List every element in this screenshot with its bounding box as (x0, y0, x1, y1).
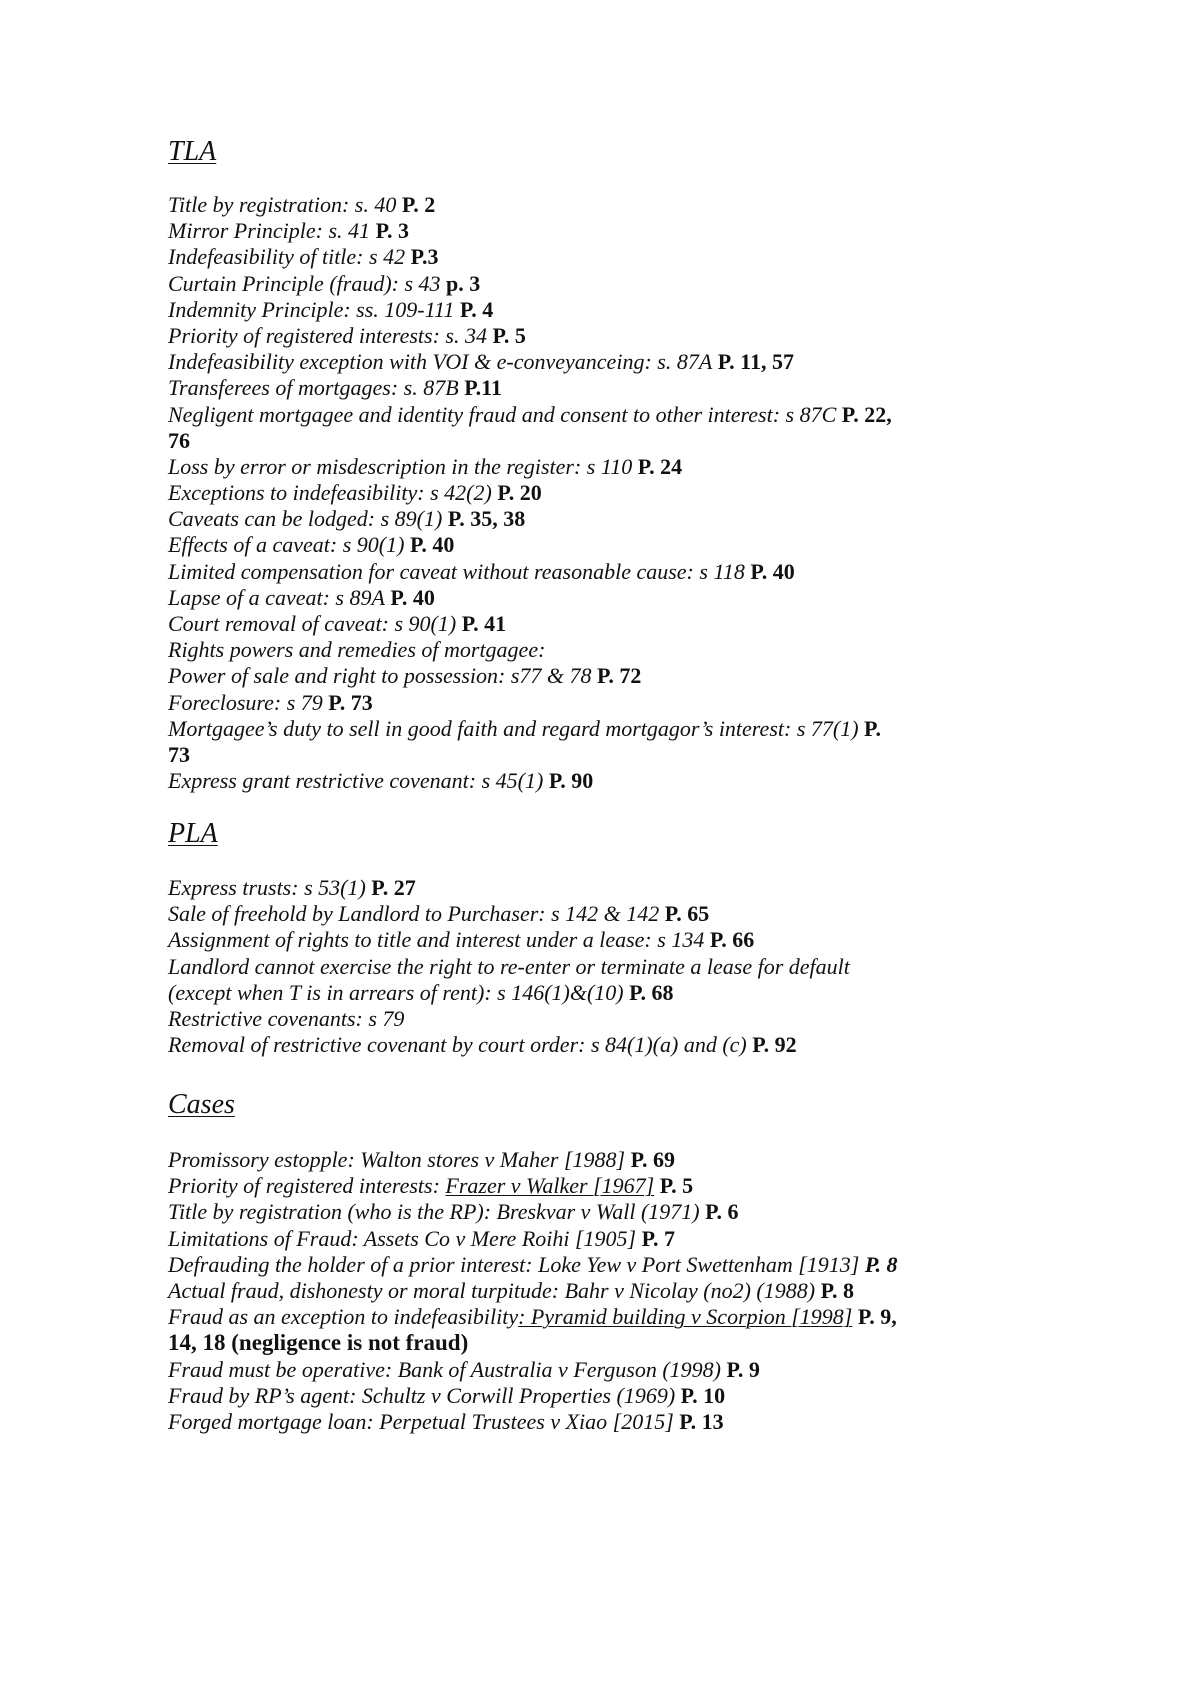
tla-entry (168, 585, 1168, 611)
section-cases-list (168, 1147, 1168, 1435)
entry-text: Mirror Principle: s. 41 (168, 218, 371, 244)
entry-text: Indemnity Principle: ss. 109-111 (168, 296, 455, 322)
pla-entry (168, 1032, 1168, 1058)
entry-text: Rights powers and remedies of mortgagee: (168, 637, 546, 663)
entry-text: Foreclosure: s 79 (168, 689, 323, 715)
page-ref: P. 41 (461, 611, 507, 636)
page-ref: P. 92 (752, 1032, 797, 1058)
entry-text: Express grant restrictive covenant: s 45(1) (168, 768, 544, 794)
entry-text: Indefeasibility of title: s 42 (168, 244, 406, 270)
entry-text: Transferees of mortgages: s. 87B (168, 375, 459, 401)
tla-entry-continuation (168, 428, 1168, 454)
tla-entry (168, 454, 1168, 480)
pla-entry (168, 954, 1168, 980)
pla-entry (168, 927, 1168, 953)
page-ref: P. 3 (375, 218, 409, 244)
tla-entry (168, 271, 1168, 297)
page-ref: P. 9 (726, 1356, 760, 1382)
entry-text: Exceptions to indefeasibility: s 42(2) (168, 480, 492, 506)
pla-entry (168, 901, 1168, 927)
entry-text: Fraud must be operative: Bank of Australia v Ferguson (1998) (168, 1356, 721, 1382)
page-ref: P. 40 (390, 584, 435, 610)
case-entry (168, 1409, 1168, 1435)
tla-entry (168, 375, 1168, 401)
page-ref: P. 4 (459, 296, 494, 322)
page-ref: P. 65 (664, 901, 710, 927)
page-ref: P.3 (410, 244, 439, 270)
entry-text: Priority of registered interests: (168, 1173, 440, 1199)
page-ref: P. 8 (864, 1251, 898, 1277)
section-heading-pla: PLA (168, 818, 218, 849)
entry-text: Landlord cannot exercise the right to re-enter or terminate a lease for default (168, 953, 850, 979)
entry-text-continuation: (except when T is in arrears of rent): s 146(1)&(10) (168, 979, 624, 1005)
tla-entry (168, 402, 1168, 428)
tla-entry (168, 323, 1168, 349)
case-name-underlined: : Pyramid building v Scorpion [1998] (518, 1304, 853, 1330)
entry-text: Restrictive covenants: s 79 (168, 1005, 405, 1031)
case-entry (168, 1252, 1168, 1278)
tla-entry (168, 768, 1168, 794)
page-ref: P. 13 (679, 1408, 724, 1434)
case-entry (168, 1278, 1168, 1304)
entry-text: Negligent mortgagee and identity fraud and consent to other interest: s 87C (168, 401, 837, 427)
tla-entry (168, 349, 1168, 375)
tla-entry (168, 716, 1168, 742)
page-ref: P. 5 (659, 1173, 694, 1199)
case-entry (168, 1173, 1168, 1199)
page-ref: P. 8 (820, 1277, 855, 1303)
tla-subheading (168, 637, 1168, 663)
entry-text: Removal of restrictive covenant by court order: s 84(1)(a) and (c) (168, 1032, 747, 1058)
page-ref-continuation: 73 (168, 741, 190, 767)
section-heading-tla: TLA (168, 136, 217, 167)
entry-text: Title by registration (who is the RP): Breskvar v Wall (1971) (168, 1199, 700, 1225)
page-ref: P. 6 (705, 1199, 739, 1225)
section-heading-cases: Cases (168, 1089, 235, 1120)
tla-entry (168, 297, 1168, 323)
page-ref-continuation: 14, 18 (negligence is not fraud) (168, 1330, 469, 1356)
entry-text: Defrauding the holder of a prior interest: Loke Yew v Port Swettenham [1913] (168, 1251, 860, 1277)
tla-entry (168, 532, 1168, 558)
case-entry (168, 1147, 1168, 1173)
entry-text: Assignment of rights to title and interest under a lease: s 134 (168, 927, 705, 953)
tla-entry (168, 480, 1168, 506)
entry-text: Curtain Principle (fraud): s 43 (168, 270, 441, 296)
tla-entry (168, 663, 1168, 689)
page-ref: P. 68 (629, 979, 674, 1005)
page-ref: P. 7 (641, 1225, 676, 1251)
page-ref: P. 40 (750, 558, 795, 584)
page-ref: P. 20 (497, 480, 542, 506)
entry-text: Power of sale and right to possession: s77 & 78 (168, 663, 592, 689)
page-ref: P. 27 (371, 875, 416, 900)
tla-entry (168, 218, 1168, 244)
page-ref: P. (864, 715, 881, 741)
section-pla-list (168, 875, 1168, 1058)
case-entry (168, 1383, 1168, 1409)
entry-text: Actual fraud, dishonesty or moral turpitude: Bahr v Nicolay (no2) (1988) (168, 1277, 816, 1303)
entry-text: Sale of freehold by Landlord to Purchaser: s 142 & 142 (168, 901, 660, 927)
entry-text: Limited compensation for caveat without reasonable cause: s 118 (168, 558, 745, 584)
entry-text: Caveats can be lodged: s 89(1) (168, 506, 443, 532)
page-ref: P. 72 (597, 663, 642, 689)
case-entry (168, 1226, 1168, 1252)
page-ref: P.11 (464, 375, 502, 401)
page-ref: P. 69 (630, 1147, 676, 1172)
page-ref: P. 22, (841, 401, 892, 427)
case-entry (168, 1304, 1168, 1330)
page-ref: P. 73 (328, 689, 373, 715)
pla-entry (168, 1006, 1168, 1032)
page-ref: P. 11, 57 (717, 349, 794, 375)
pla-entry (168, 875, 1168, 901)
tla-entry (168, 244, 1168, 270)
page-ref: P. 40 (409, 532, 455, 558)
page-ref: P. 24 (637, 453, 683, 479)
page-ref: P. 5 (492, 322, 526, 348)
case-name-underlined: Frazer v Walker [1967] (445, 1173, 655, 1199)
pla-entry-continuation (168, 980, 1168, 1006)
tla-entry (168, 690, 1168, 716)
entry-text: Limitations of Fraud: Assets Co v Mere Roihi [1905] (168, 1225, 637, 1251)
entry-text: Court removal of caveat: s 90(1) (168, 611, 457, 636)
tla-entry (168, 611, 1168, 637)
page-ref: P. 66 (709, 927, 755, 953)
entry-text: Priority of registered interests: s. 34 (168, 322, 487, 348)
page-ref-continuation: 76 (168, 427, 190, 453)
tla-entry (168, 192, 1168, 218)
page-ref: P. 10 (680, 1382, 726, 1408)
entry-text: Fraud by RP’s agent: Schultz v Corwill Properties (1969) (168, 1382, 676, 1408)
page-ref: P. 9, (857, 1304, 897, 1330)
page-ref: p. 3 (446, 270, 481, 296)
entry-text: Title by registration: s. 40 (168, 192, 397, 217)
page-ref: P. 90 (548, 768, 594, 794)
entry-text: Mortgagee’s duty to sell in good faith and regard mortgagor’s interest: s 77(1) (168, 715, 859, 741)
tla-entry-continuation (168, 742, 1168, 768)
entry-text: Express trusts: s 53(1) (168, 875, 366, 900)
page-ref: P. 35, 38 (447, 506, 526, 532)
page-ref: P. 2 (401, 192, 436, 217)
case-entry (168, 1357, 1168, 1383)
entry-text: Effects of a caveat: s 90(1) (168, 532, 405, 558)
entry-text: Indefeasibility exception with VOI & e-conveyanceing: s. 87A (168, 349, 713, 375)
case-entry-continuation (168, 1330, 1168, 1356)
tla-entry (168, 506, 1168, 532)
entry-text: Forged mortgage loan: Perpetual Trustees v Xiao [2015] (168, 1408, 674, 1434)
entry-text: Promissory estopple: Walton stores v Maher [1988] (168, 1147, 626, 1172)
case-entry (168, 1199, 1168, 1225)
section-tla-list (168, 192, 1168, 794)
entry-text: Loss by error or misdescription in the register: s 110 (168, 453, 633, 479)
entry-text: Lapse of a caveat: s 89A (168, 584, 385, 610)
entry-text: Fraud as an exception to indefeasibility (168, 1304, 519, 1330)
tla-entry (168, 559, 1168, 585)
